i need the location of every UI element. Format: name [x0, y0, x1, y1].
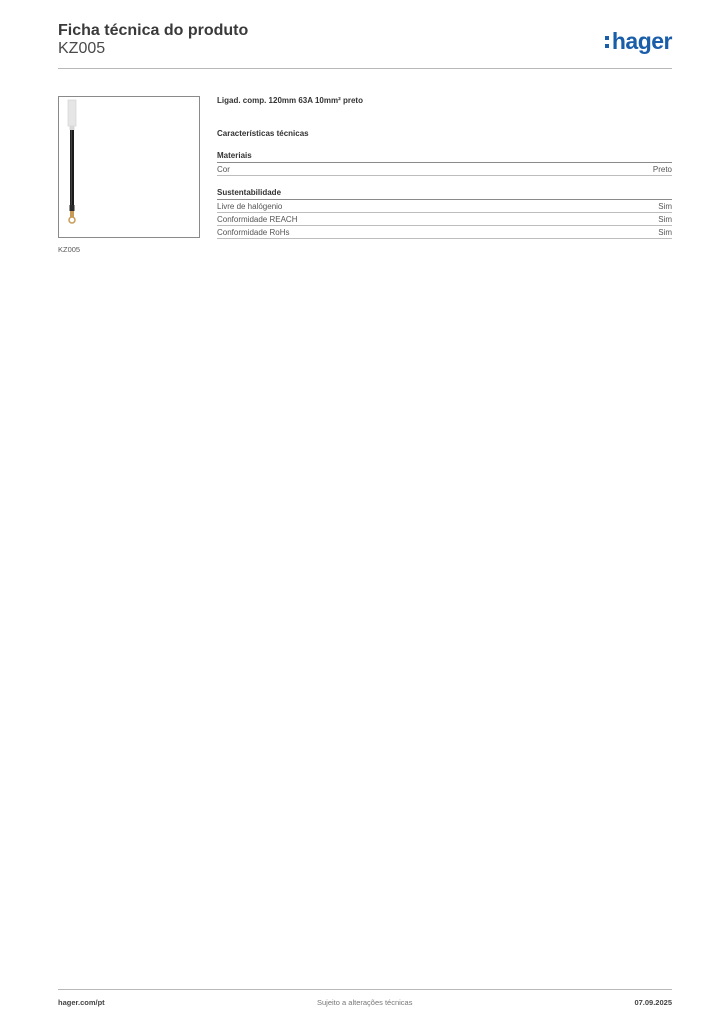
- spec-value: Sim: [658, 228, 672, 237]
- product-image: [58, 96, 200, 238]
- footer-website-link[interactable]: hager.com/pt: [58, 998, 105, 1007]
- footer-date: 07.09.2025: [634, 998, 672, 1007]
- hager-logo: [605, 28, 672, 55]
- spec-row: [217, 163, 672, 176]
- group-title: Materiais: [217, 151, 672, 163]
- product-description: Ligad. comp. 120mm 63A 10mm² preto: [217, 96, 363, 105]
- spec-group-sustainability: [217, 188, 672, 239]
- header-divider: [58, 68, 672, 69]
- spec-value: Sim: [658, 202, 672, 211]
- spec-label: Conformidade REACH: [217, 215, 298, 224]
- image-caption: KZ005: [58, 245, 81, 254]
- spec-label: Conformidade RoHs: [217, 228, 290, 237]
- spec-label: Livre de halógenio: [217, 202, 283, 211]
- footer-notice: Sujeito a alterações técnicas: [317, 998, 413, 1007]
- section-title: Características técnicas: [217, 129, 309, 138]
- cable-illustration: [59, 97, 199, 237]
- spec-value: Sim: [658, 215, 672, 224]
- spec-row: [217, 200, 672, 213]
- product-code: KZ005: [58, 40, 106, 57]
- spec-row: [217, 213, 672, 226]
- logo-dots-icon: [605, 34, 609, 50]
- group-title: Sustentabilidade: [217, 188, 672, 200]
- spec-group-materials: [217, 151, 672, 176]
- spec-row: [217, 226, 672, 239]
- spec-panel: [217, 96, 672, 251]
- spec-value: Preto: [652, 165, 672, 174]
- footer-divider: [58, 989, 672, 990]
- page-title: Ficha técnica do produto: [58, 22, 249, 39]
- spec-label: Cor: [217, 165, 230, 174]
- logo-text: hager: [611, 28, 672, 54]
